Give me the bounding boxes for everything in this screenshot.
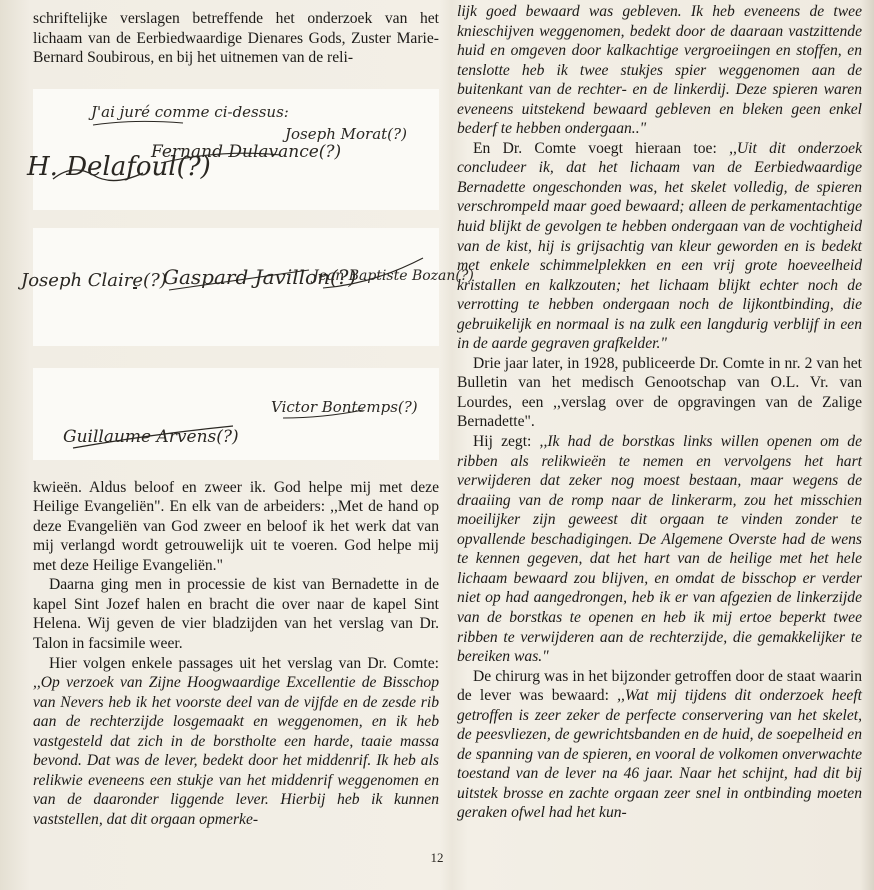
right-paragraph-2-intro: En Dr. Comte voegt hieraan toe: [473, 139, 730, 157]
signature-line: Fernand Dulavance(?) [151, 141, 342, 162]
right-paragraph-5-quote: ,,Wat mij tijdens dit onderzoek heeft getroffen is zeer zeker de perfecte conservering van het skelet, de peesvliezen, de gewrichtsbanden en de huid, de soepelheid en de spanning van de spieren, en vooral de volkomen onverwachte toestand van de lever na 46 jaar. Naar het schijnt, had dit bij uitstek brosse en zachte orgaan zeer snel in ontbinding moeten geraken ofwel had het kun- [457, 687, 862, 822]
signature-panel-3 [33, 368, 439, 460]
signature-image-2 [21, 228, 474, 346]
right-paragraph-4-intro: Hij zegt: [473, 433, 540, 451]
signature-line: Victor Bontemps(?) [271, 397, 418, 416]
right-paragraph-2-quote: ,,Uit dit onderzoek concludeer ik, dat het lichaam van de Eerbiedwaardige Bernadette ongeschonden was, het skelet volledig, de spieren verschrompeld maar goed bewaard; alleen de perkamentachtige huid blijkt de gevolgen te hebben ondergaan van de vochtigheid van de kist, hij is grijsachtig van kleur geworden en is bedekt met enkele schimmelplekken en een vrij grote hoeveelheid kristallen en kalkzouten; het lichaam blijkt echter noch de verrotting te hebben ondergaan noch de lijkontbinding, die gebruikelijk en normaal is na zulk een langdurig verblijf in een in de aarde gegraven grafkelder." [457, 139, 862, 353]
left-paragraph-2: Daarna ging men in processie de kist van Bernadette in de kapel Sint Jozef halen en bracht die over naar de kapel Sint Helena. Wij geven de vier bladzijden van het verslag van Dr. Talon in facsimile weer. [33, 576, 439, 653]
left-paragraph-1: kwieën. Aldus beloof en zweer ik. God helpe mij met deze Heilige Evangeliën". En elk van de arbeiders: ,,Met de hand op deze Evangeliën van God zweer en beloof ik het werk dat van mij verlangd wordt getrouwelijk uit te voeren. God helpe mij met deze Heilige Evangeliën." [33, 478, 439, 574]
signature-panel-2 [21, 228, 474, 346]
right-paragraph-5 [457, 667, 862, 823]
left-intro-paragraph: schriftelijke verslagen betreffende het onderzoek van het lichaam van de Eerbiedwaardige Dienares Gods, Zuster Marie-Bernard Soubirous, en bij het uitnemen van de reli- [33, 10, 439, 67]
right-paragraph-1: lijk goed bewaard was gebleven. Ik heb eveneens de twee knieschijven weggenomen, bedekt door de daaraan vastzittende huid en omgeven door kalkachtige vergroeiingen en stoffen, en tenslotte heb ik twee stukjes spier weggenomen aan de buitenkant van de rechter- en de linkerdij. Deze spieren waren eveneens uitstekend bewaard gebleven en bleken geen enkel bederf te hebben ondergaan.." [457, 3, 862, 138]
left-paragraph-3-quote: ,,Op verzoek van Zijne Hoogwaardige Excellentie de Bisschop van Nevers heb ik het voorste deel van de vijfde en de zesde rib aan de rechterzijde losgemaakt en weggenomen, en ik heb vastgesteld dat zich in de borstholte een harde, taaie massa bevond. Dat was de lever, bedekt door het middenrif. Ik heb als relikwie eveneens een stukje van het middenrif weggenomen en van de daaronder liggende lever. Hierbij heb ik kunnen vaststellen, dat dit orgaan opmerke- [33, 674, 439, 828]
signature-line: Gaspard Javillon(?) [163, 264, 357, 289]
signature-line: Jean Baptiste Bozan(?) [313, 267, 474, 284]
signature-line: J'ai juré comme ci-dessus: [91, 102, 289, 121]
signature-line: Joseph Morat(?) [285, 124, 407, 143]
left-paragraph-3 [33, 654, 439, 830]
left-column [21, 9, 474, 829]
signature-line: Guillaume Arvens(?) [63, 426, 239, 447]
right-paragraph-5-intro: De chirurg was in het bijzonder getroffen door de staat waarin de lever was bewaard: [457, 667, 862, 705]
right-column [457, 2, 862, 823]
signature-line: Joseph Claire(?) [21, 269, 167, 291]
page-number: 12 [430, 850, 444, 865]
right-paragraph-2 [457, 139, 862, 354]
right-paragraph-4-quote: ,,Ik had de borstkas links willen openen om de ribben als relikwieën te nemen en vervolgens het hart verwijderen dat zeker nog moest bestaan, maar wegens de draaiing van de romp naar de linkerarm, zou het misschien moeilijker zijn geweest dit orgaan te vinden zonder te opvallende beschadigingen. De Algemene Overste had de wens te kennen gegeven, dat het hart van de heilige met het hele lichaam bewaard zou blijven, en omdat de bisschop er verder niet op had aangedrongen, heb ik er van afgezien de linkerzijde van de borstkas te openen en heb ik mij ertoe beperkt twee ribben te verwijderen aan de rechterzijde, die gemakkelijker te bereiken was." [457, 433, 863, 666]
signature-image-3 [33, 368, 439, 460]
left-paragraph-3-intro: Hier volgen enkele passages uit het verslag van Dr. Comte: [49, 654, 439, 672]
signature-image-1 [27, 89, 439, 210]
signature-panel-1 [27, 89, 439, 210]
right-paragraph-4 [457, 432, 862, 667]
right-paragraph-3: Drie jaar later, in 1928, publiceerde Dr. Comte in nr. 2 van het Bulletin van het medisch Genootschap van O.L. Vr. van Lourdes, een ,,verslag over de opgravingen van de Zalige Bernadette". [457, 354, 862, 431]
signature-line: H. Delafoul(?) [27, 151, 211, 182]
